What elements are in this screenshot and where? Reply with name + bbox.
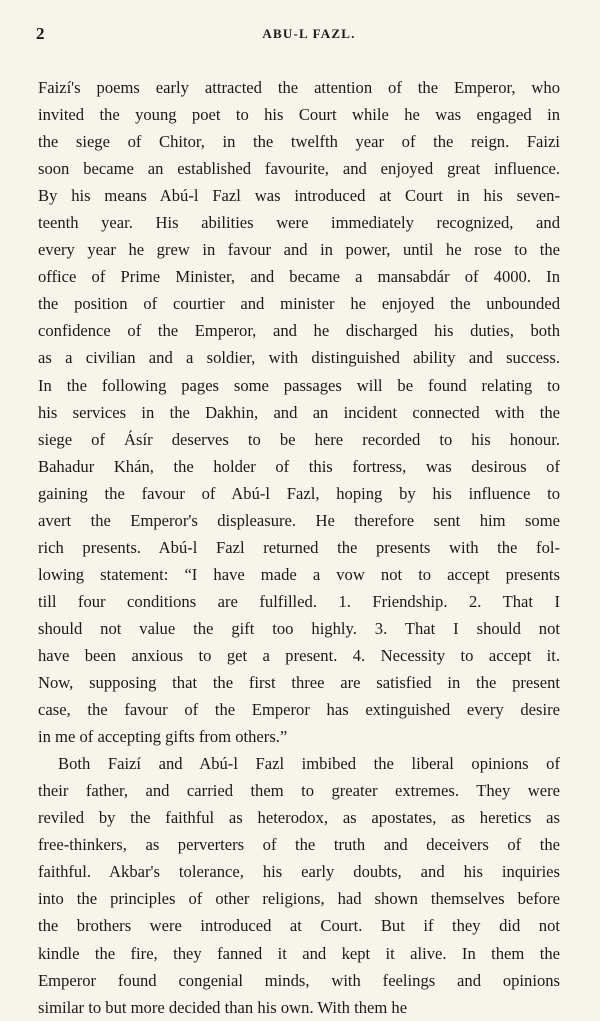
text-line: free-thinkers, as perverters of the truth and deceivers of the bbox=[38, 835, 560, 855]
text-line: into the principles of other religions, had shown themselves before bbox=[38, 889, 560, 909]
text-line: similar to but more decided than his own. With them he bbox=[38, 997, 408, 1017]
text-line: Emperor found congenial minds, with feelings and opinions bbox=[38, 970, 560, 990]
text-line: gaining the favour of Abú-l Fazl, hoping by his influence to bbox=[38, 483, 560, 503]
text-line: soon became an established favourite, and enjoyed great influence. bbox=[38, 159, 560, 179]
running-head-title: ABU-L FAZL. bbox=[262, 26, 356, 41]
body-text bbox=[38, 74, 560, 1021]
running-head bbox=[38, 22, 560, 48]
text-line: invited the young poet to his Court while he was engaged in bbox=[38, 105, 560, 125]
text-line: rich presents. Abú-l Fazl returned the presents with the fol- bbox=[38, 537, 560, 557]
text-line: avert the Emperor's displeasure. He therefore sent him some bbox=[38, 510, 560, 530]
text-line: confidence of the Emperor, and he discharged his duties, both bbox=[38, 321, 560, 341]
text-line: siege of Ásír deserves to be here recorded to his honour. bbox=[38, 429, 560, 449]
text-line: the siege of Chitor, in the twelfth year of the reign. Faizi bbox=[38, 132, 560, 152]
text-line: Faizí's poems early attracted the attention of the Emperor, who bbox=[38, 78, 560, 97]
text-line: In the following pages some passages will be found relating to bbox=[38, 375, 560, 395]
text-line: every year he grew in favour and in power, until he rose to the bbox=[38, 240, 560, 260]
text-line: the brothers were introduced at Court. But if they did not bbox=[38, 916, 560, 936]
text-line: faithful. Akbar's tolerance, his early doubts, and his inquiries bbox=[38, 862, 560, 882]
text-line: in me of accepting gifts from others.” bbox=[38, 727, 288, 747]
text-line: teenth year. His abilities were immediately recognized, and bbox=[38, 213, 560, 233]
text-line: Now, supposing that the first three are satisfied in the present bbox=[38, 673, 560, 693]
page-number: 2 bbox=[36, 24, 45, 43]
text-line: reviled by the faithful as heterodox, as apostates, as heretics as bbox=[38, 808, 560, 828]
text-line: the position of courtier and minister he enjoyed the unbounded bbox=[38, 294, 560, 314]
book-page bbox=[36, 22, 560, 1017]
text-line: Bahadur Khán, the holder of this fortress, was desirous of bbox=[38, 456, 560, 476]
text-line: case, the favour of the Emperor has extinguished every desire bbox=[38, 700, 560, 720]
text-line: kindle the fire, they fanned it and kept it alive. In them the bbox=[38, 943, 560, 963]
text-line: as a civilian and a soldier, with distinguished ability and success. bbox=[38, 348, 560, 368]
text-line: their father, and carried them to greater extremes. They were bbox=[38, 781, 560, 801]
paragraph bbox=[38, 750, 560, 1020]
text-line: office of Prime Minister, and became a mansabdár of 4000. In bbox=[38, 267, 560, 287]
text-line: lowing statement: “I have made a vow not to accept presents bbox=[38, 564, 560, 584]
text-line: his services in the Dakhin, and an incident connected with the bbox=[38, 402, 560, 422]
paragraph bbox=[38, 74, 560, 750]
text-line: By his means Abú-l Fazl was introduced at Court in his seven- bbox=[38, 186, 560, 206]
text-line: till four conditions are fulfilled. 1. Friendship. 2. That I bbox=[38, 591, 560, 611]
text-line: should not value the gift too highly. 3. That I should not bbox=[38, 618, 560, 638]
text-line: Both Faizí and Abú-l Fazl imbibed the liberal opinions of bbox=[58, 754, 560, 774]
text-line: have been anxious to get a present. 4. Necessity to accept it. bbox=[38, 645, 560, 665]
